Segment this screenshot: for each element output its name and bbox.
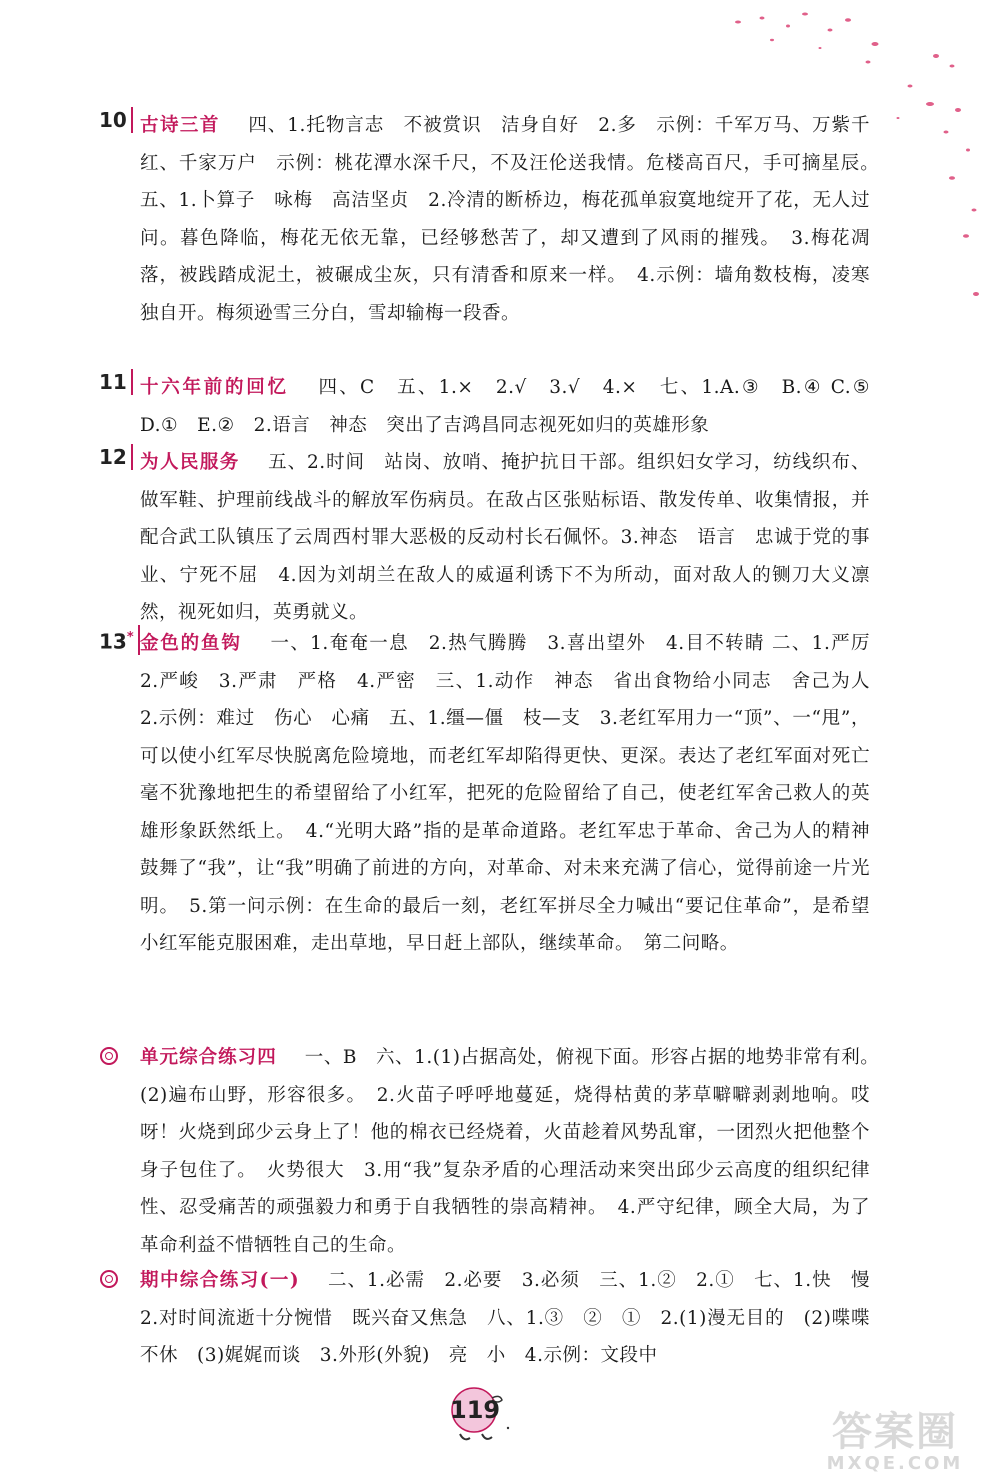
answer-body: 五、2.时间 站岗、放哨、掩护抗日干部。组织妇女学习，纺线织布、做军鞋、护理前线战斗的解放军伤病员。在敌占区张贴标语、散发传单、收集情报，并配合武工队镇压了云周西村罪大恶极的反动村长石佩怀。3.神态 语言 忠诚于党的事业、宁死不屈 4.因为刘胡兰在敌人的威逼利诱下不为所动，面对敌人的铡刀大义凛然，视死如归，英勇就义。 bbox=[140, 452, 870, 623]
lesson-number: 13* bbox=[99, 625, 140, 655]
watermark-logo bbox=[800, 1410, 990, 1476]
answer-text bbox=[140, 444, 870, 632]
watermark-title: 答案圈 bbox=[832, 1409, 958, 1455]
lesson-number: 10 bbox=[99, 107, 133, 133]
answer-text bbox=[140, 369, 890, 444]
answer-text bbox=[140, 1039, 889, 1264]
lesson-title: 十六年前的回忆 bbox=[140, 377, 289, 398]
page-number-badge bbox=[430, 1384, 510, 1444]
answer-text bbox=[140, 1262, 889, 1375]
answer-text bbox=[140, 625, 890, 963]
section-bullet-icon bbox=[100, 1047, 118, 1065]
answer-body: 一、1.奄奄一息 2.热气腾腾 3.喜出望外 4.目不转睛 二、1.严厉 2.严峻 3.严肃 严格 4.严密 三、1.动作 神态 省出食物给小同志 舍己为人 2.示例：难过 伤心 心痛 五、1.缰—僵 枝—支 3.老红军用力一“顶”、一“甩”，可以使小红军尽快脱离危险境地，而老红军却陷得更快、更深。表达了老红军面对死亡毫不犹豫地把生的希望留给了小红军，把死的危险留给了自己，使老红军舍己救人的英雄形象跃然纸上。 4.“光明大路”指的是革命道路。老红军忠于革命、舍己为人的精神鼓舞了“我”，让“我”明确了前进的方向，对革命、对未来充满了信心，觉得前途一片光明。 5.第一问示例：在生命的最后一刻，老红军拼尽全力喊出“要记住革命”，是希望小红军能克服困难，走出草地，早日赶上部队，继续革命。 第二问略。 bbox=[140, 633, 890, 954]
lesson-title: 金色的鱼钩 bbox=[140, 633, 242, 654]
section-bullet-icon bbox=[100, 1270, 118, 1288]
section-title: 单元综合练习四 bbox=[140, 1047, 277, 1068]
answer-body: 四、1.托物言志 不被赏识 洁身自好 2.多 示例：千军万马、万紫千红、千家万户 示例：桃花潭水深千尺，不及汪伦送我情。危楼高百尺，手可摘星辰。 五、1.卜算子 咏梅 高洁坚贞 2.冷清的断桥边，梅花孤单寂寞地绽开了花，无人过问。暮色降临，梅花无依无靠，已经够愁苦了，却又遭到了风雨的摧残。 3.梅花凋落，被践踏成泥土，被碾成尘灰，只有清香和原来一样。 4.示例：墙角数枝梅，凌寒独自开。梅须逊雪三分白，雪却输梅一段香。 bbox=[140, 115, 890, 324]
lesson-title: 为人民服务 bbox=[140, 452, 240, 473]
answer-body: 二、1.必需 2.必要 3.必须 三、1.② 2.① 七、1.快 慢 2.对时间流逝十分惋惜 既兴奋又焦急 八、1.③ ② ① 2.(1)漫无目的 (2)喋喋不休 (3)娓娓而谈 3.外形(外貌) 亮 小 4.示例：文段中 bbox=[140, 1270, 889, 1366]
lesson-number: 11 bbox=[99, 369, 133, 395]
lesson-title: 古诗三首 bbox=[140, 115, 220, 136]
page-number: 119 bbox=[450, 1396, 501, 1424]
answer-body: 一、B 六、1.(1)占据高处，俯视下面。形容占据的地势非常有利。 (2)遍布山野，形容很多。 2.火苗子呼呼地蔓延，烧得枯黄的茅草噼噼剥剥地响。哎呀！火烧到邱少云身上了！他的棉衣已经烧着，火苗趁着风势乱窜，一团烈火把他整个身子包住了。 火势很大 3.用“我”复杂矛盾的心理活动来突出邱少云高度的组织纪律性、忍受痛苦的顽强毅力和勇于自我牺牲的崇高精神。 4.严守纪律，顾全大局，为了革命利益不惜牺牲自己的生命。 bbox=[140, 1047, 889, 1256]
answer-text bbox=[140, 107, 890, 332]
lesson-number: 12 bbox=[99, 444, 133, 470]
watermark-url: MXQE.COM bbox=[826, 1453, 964, 1474]
section-title: 期中综合练习(一) bbox=[140, 1270, 300, 1291]
answer-body: 四、C 五、1.× 2.√ 3.√ 4.× 七、1.A.③ B.④ C.⑤ D.① E.② 2.语言 神态 突出了吉鸿昌同志视死如归的英雄形象 bbox=[140, 377, 890, 436]
optional-star: * bbox=[126, 630, 134, 645]
